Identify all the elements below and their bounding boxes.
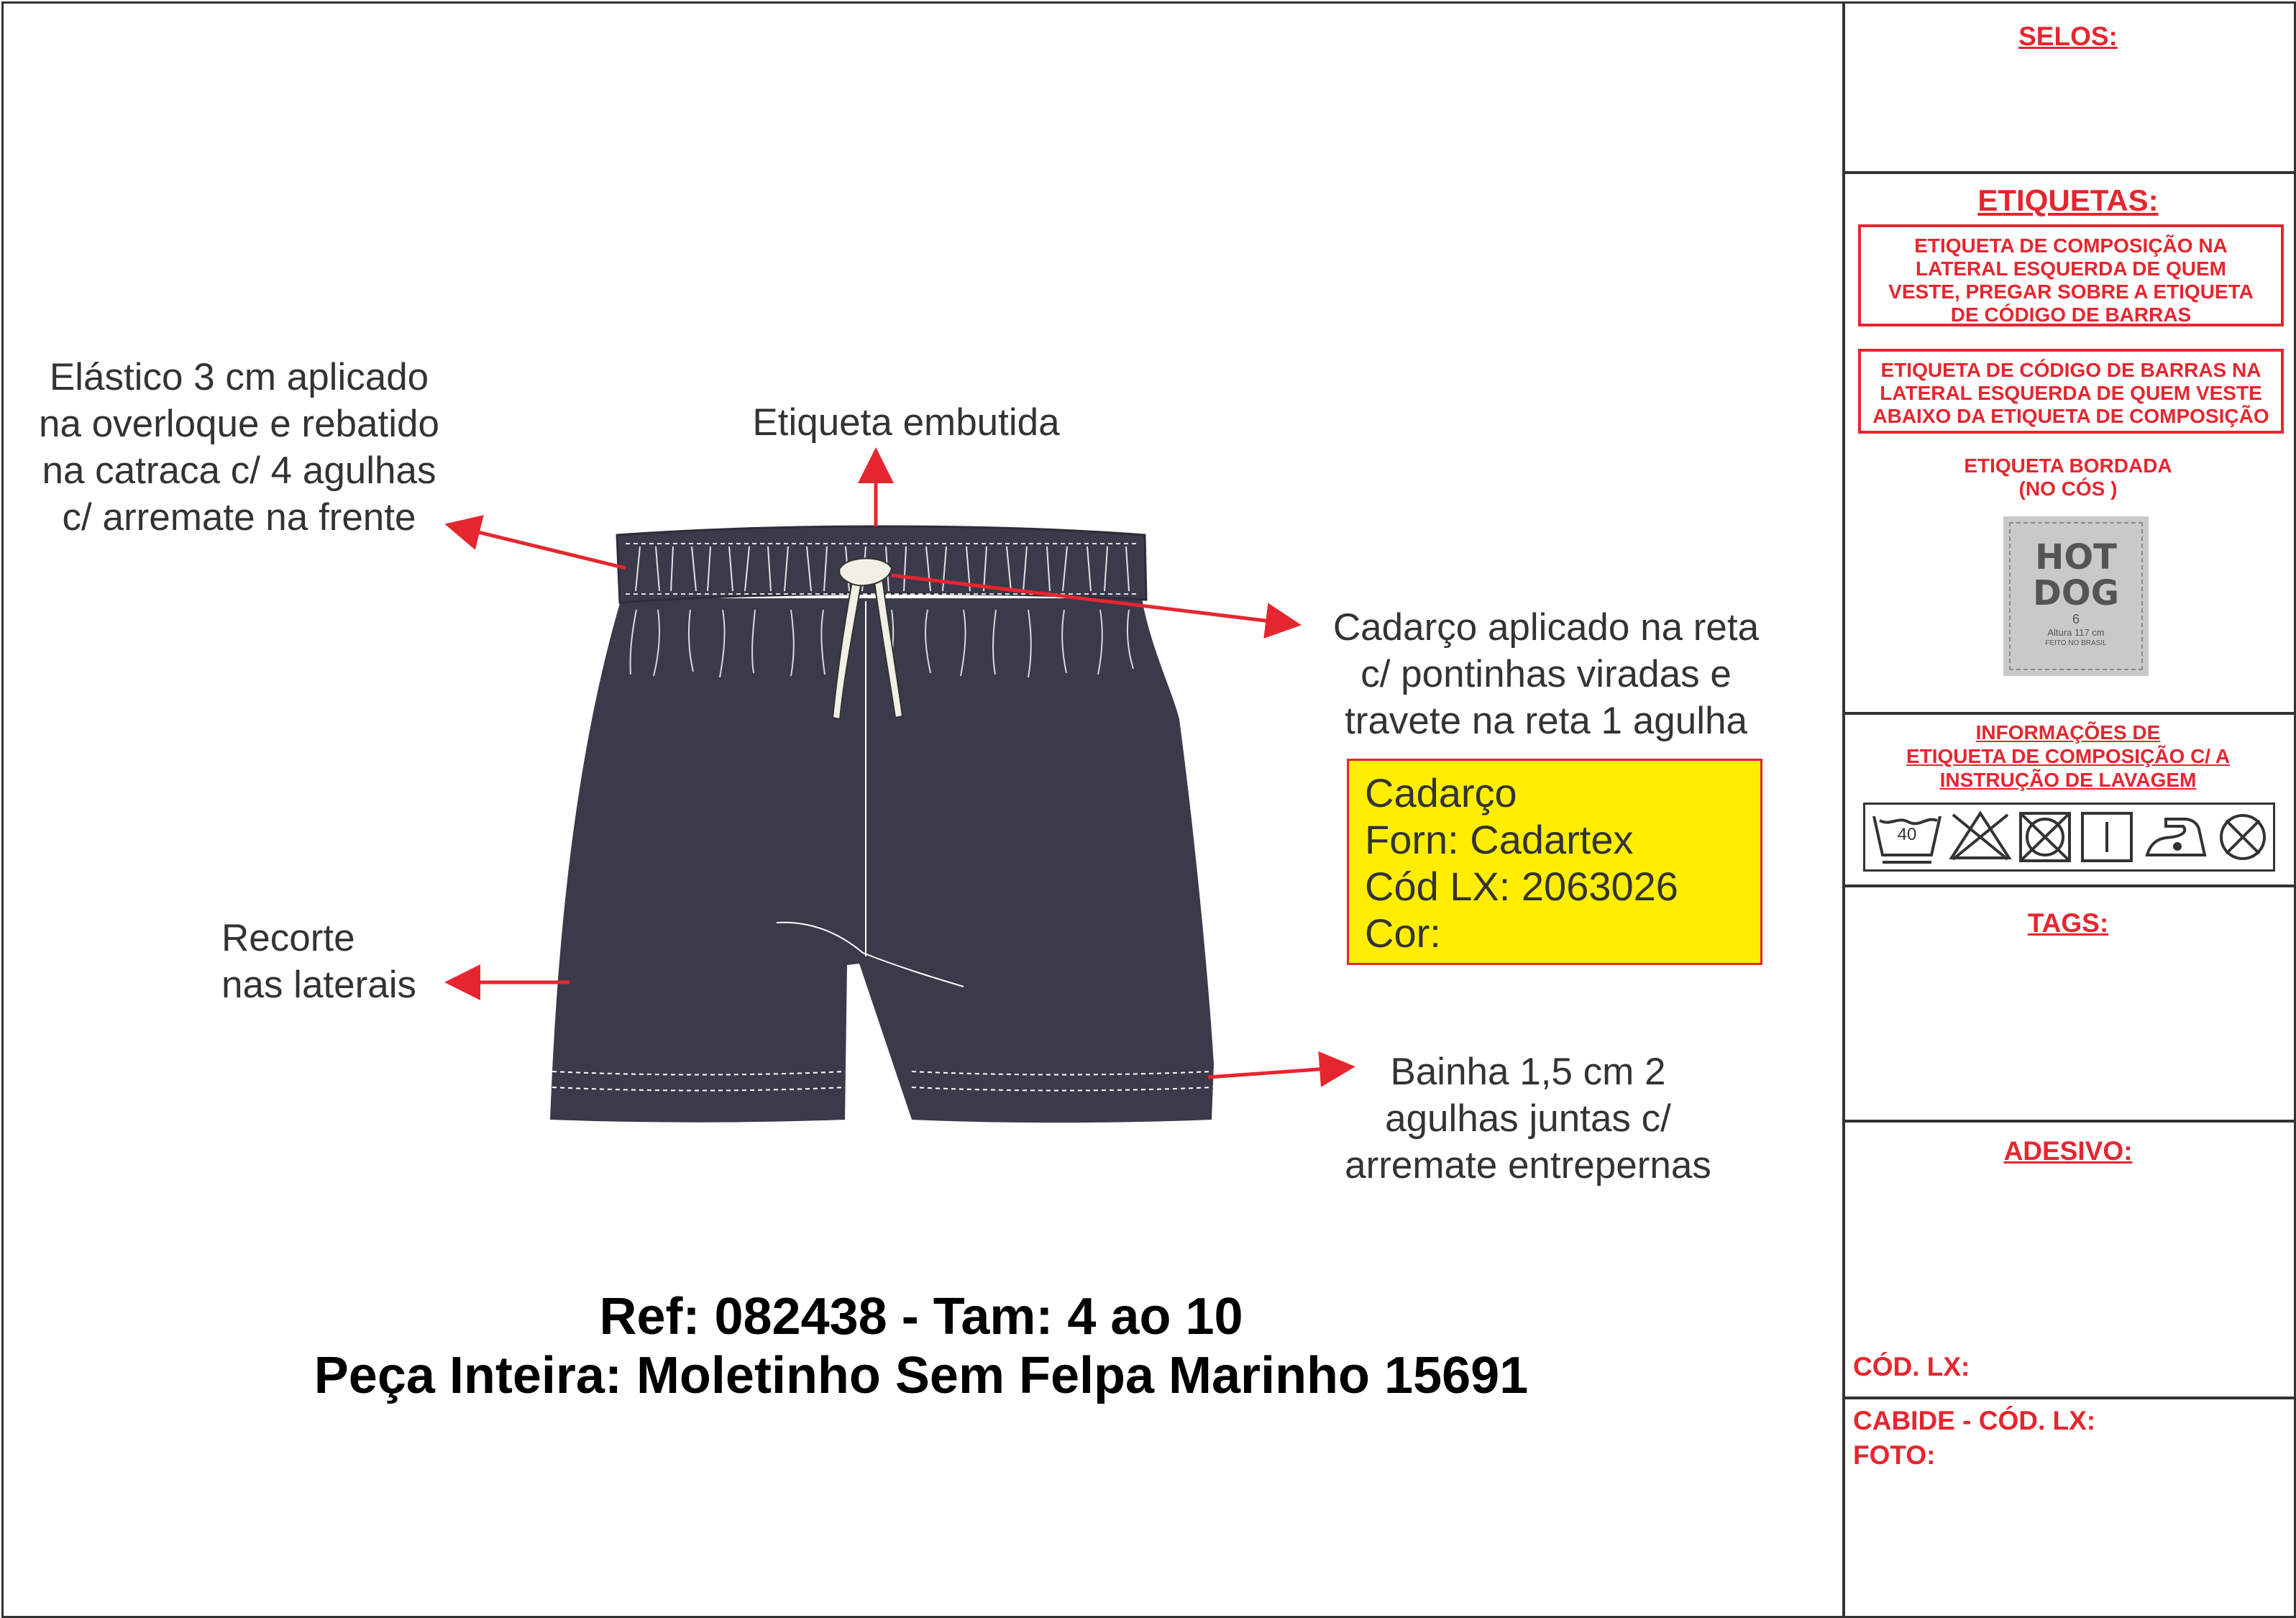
note-elastic-line: na catraca c/ 4 agulhas — [42, 449, 436, 492]
tags-heading: TAGS: — [2027, 908, 2109, 938]
note-side-cut — [221, 915, 459, 1008]
composition-label-box — [1858, 224, 2284, 326]
iron-low-icon — [2147, 819, 2205, 855]
title-ref: Ref: 082438 - Tam: 4 ao 10 — [599, 1288, 1243, 1345]
title-fabric: Peça Inteira: Moletinho Sem Felpa Marinho 15691 — [314, 1347, 1529, 1404]
divider-5 — [1844, 1397, 2296, 1399]
supplier-line: Cód LX: 2063026 — [1365, 864, 1678, 909]
note-hem-line: arremate entrepernas — [1345, 1144, 1711, 1187]
note-drawstring-line: c/ pontinhas viradas e — [1360, 653, 1732, 695]
brand-label-image — [2003, 516, 2149, 676]
divider-1 — [1844, 171, 2296, 174]
note-elastic-line: Elástico 3 cm aplicado — [49, 356, 429, 398]
brand-size: 6 — [2072, 612, 2080, 626]
divider-2 — [1844, 712, 2296, 715]
note-elastic-line: na overloque e rebatido — [39, 403, 439, 445]
no-tumble-dry-icon — [2021, 813, 2069, 861]
no-bleach-icon — [1952, 813, 2009, 859]
etiquetas-heading: ETIQUETAS: — [1977, 183, 2159, 217]
line-dry-icon — [2082, 813, 2131, 861]
note-hem-line: Bainha 1,5 cm 2 — [1390, 1051, 1666, 1093]
caption-line: ETIQUETA DE COMPOSIÇÃO C/ A — [1906, 745, 2231, 767]
brand-label-stitching — [2009, 522, 2143, 670]
panel-divider — [1842, 1, 1845, 1617]
shorts-body — [550, 598, 1214, 1123]
divider-3 — [1844, 885, 2296, 887]
box-line: VESTE, PREGAR SOBRE A ETIQUETA — [1888, 280, 2254, 303]
embroidered-label-caption — [1845, 454, 2291, 501]
box-line: LATERAL ESQUERDA DE QUEM VESTE — [1880, 382, 2262, 404]
wash-temperature: 40 — [1897, 825, 1917, 844]
caption-line: INFORMAÇÕES DE — [1975, 721, 2161, 744]
caption-line: INSTRUÇÃO DE LAVAGEM — [1939, 769, 2197, 791]
divider-4 — [1844, 1120, 2296, 1123]
supplier-line: Cadarço — [1365, 770, 1517, 815]
brand-logo-line: DOG — [2032, 573, 2120, 613]
note-side-cut-line: Recorte — [221, 917, 355, 959]
note-elastic-line: c/ arremate na frente — [62, 496, 416, 539]
note-drawstring — [1294, 604, 1798, 744]
cabide-label: CABIDE - CÓD. LX: — [1853, 1406, 2096, 1435]
care-info-caption — [1845, 721, 2291, 792]
caption-line: (NO CÓS ) — [2018, 477, 2118, 500]
box-line: ETIQUETA DE COMPOSIÇÃO NA — [1914, 234, 2228, 257]
drawstring-supplier-box — [1347, 759, 1762, 965]
no-dry-clean-icon — [2221, 815, 2264, 859]
care-symbols-strip — [1863, 803, 2275, 872]
brand-made-in: FEITO NO BRASIL — [2045, 639, 2107, 647]
adesivo-heading: ADESIVO: — [2003, 1136, 2133, 1166]
cod-lx-label: CÓD. LX: — [1853, 1352, 1970, 1381]
selos-heading: SELOS: — [2018, 22, 2118, 51]
caption-line: ETIQUETA BORDADA — [1964, 454, 2172, 477]
note-drawstring-line: travete na reta 1 agulha — [1345, 700, 1747, 742]
foto-label: FOTO: — [1853, 1440, 1936, 1470]
box-line: ETIQUETA DE CÓDIGO DE BARRAS NA — [1880, 359, 2261, 381]
supplier-line: Forn: Cadartex — [1365, 817, 1634, 862]
box-line: LATERAL ESQUERDA DE QUEM — [1916, 257, 2226, 280]
brand-height: Altura 117 cm — [2047, 627, 2105, 638]
box-line: ABAIXO DA ETIQUETA DE COMPOSIÇÃO — [1872, 405, 2269, 427]
note-label: Etiqueta embutida — [752, 401, 1060, 444]
supplier-line: Cor: — [1365, 910, 1441, 956]
barcode-label-box — [1858, 349, 2284, 434]
note-drawstring-line: Cadarço aplicado na reta — [1332, 606, 1760, 649]
note-hem — [1294, 1048, 1762, 1189]
note-side-cut-line: nas laterais — [221, 964, 417, 1006]
note-elastic — [0, 354, 478, 541]
note-hem-line: agulhas juntas c/ — [1385, 1097, 1671, 1140]
box-line: DE CÓDIGO DE BARRAS — [1950, 303, 2192, 326]
brand-logo-line: HOT — [2035, 537, 2117, 577]
